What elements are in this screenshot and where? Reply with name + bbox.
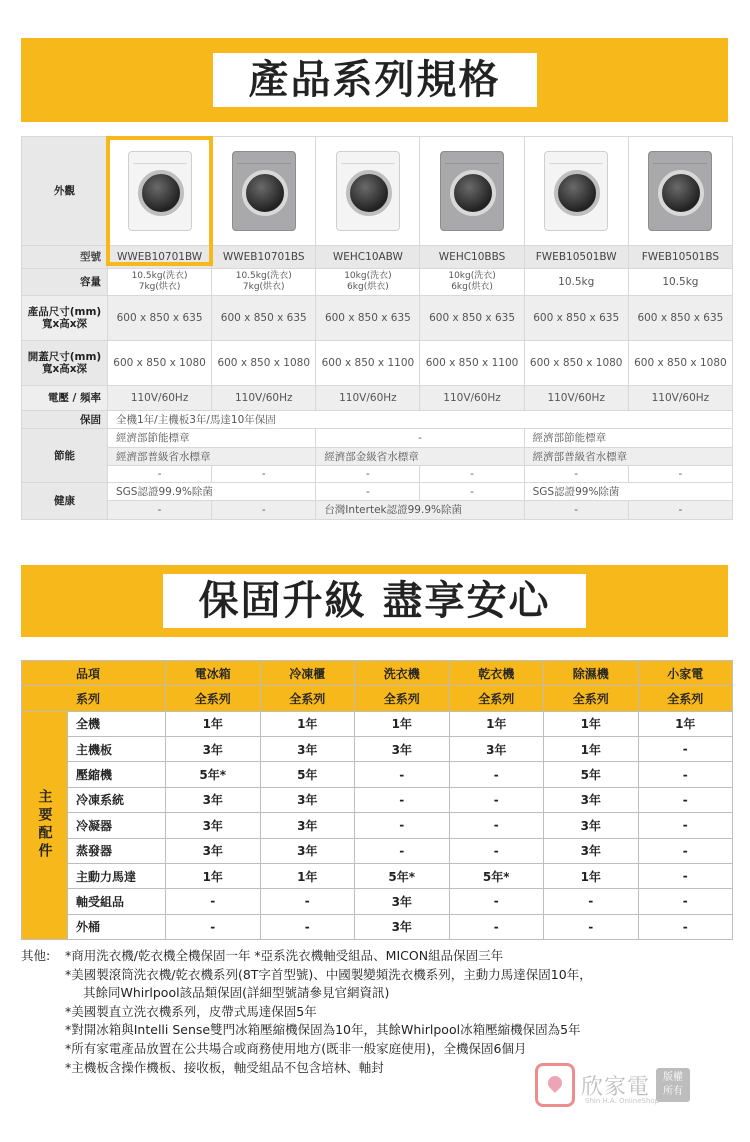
note-text: *主機板含操作機板、接收板，軸受組品不包含培林、軸封 [65, 1059, 384, 1075]
energy-label-cell: 經濟部節能標章 [524, 429, 732, 448]
open-size-cell: 600 x 850 x 1080 [524, 340, 628, 385]
table-row [22, 914, 733, 939]
note-text: *對開冰箱與Intelli Sense雙門冰箱壓縮機保固為10年，其餘Whirlpool冰箱壓縮機保固為5年 [65, 1022, 581, 1038]
value-cell: - [638, 838, 733, 863]
corner-cell [22, 661, 68, 686]
value-cell: - [166, 889, 261, 914]
size-cell: 600 x 850 x 635 [108, 295, 212, 340]
water-label-cell: 經濟部普級省水標章 [524, 447, 732, 466]
table-row [22, 863, 733, 888]
washer-image-4 [420, 137, 524, 246]
value-cell: - [638, 737, 733, 762]
washer-image-5 [524, 137, 628, 246]
size-cell: 600 x 850 x 635 [212, 295, 316, 340]
note-text: *美國製直立洗衣機系列，皮帶式馬達保固5年 [65, 1003, 317, 1019]
value-cell: - [638, 914, 733, 939]
value-cell: - [355, 813, 450, 838]
health-cell: - [108, 501, 212, 520]
health-cell: - [628, 501, 732, 520]
value-cell: - [638, 787, 733, 812]
head-cell: 洗衣機 [355, 661, 450, 686]
table-row [22, 838, 733, 863]
value-cell: 3年 [260, 787, 355, 812]
model-cell: WEHC10ABW [316, 246, 420, 269]
sub-cell: 全系列 [638, 686, 733, 711]
model-cell: WWEB10701BW [108, 246, 212, 269]
head-cell: 除濕機 [544, 661, 639, 686]
note-text: *所有家電產品放置在公共場合或商務使用地方(既非一般家庭使用)，全機保固6個月 [65, 1040, 527, 1056]
row-name: 外桶 [68, 914, 166, 939]
sub-cell: 全系列 [166, 686, 261, 711]
warranty-table [21, 660, 733, 940]
value-cell: 5年* [449, 863, 544, 888]
head-cell: 乾衣機 [449, 661, 544, 686]
sub-cell: 全系列 [355, 686, 450, 711]
value-cell: - [449, 889, 544, 914]
health-row-1 [22, 482, 733, 501]
voltage-cell: 110V/60Hz [524, 386, 628, 411]
value-cell: - [355, 838, 450, 863]
open-size-cell: 600 x 850 x 1080 [108, 340, 212, 385]
value-cell: 3年 [166, 787, 261, 812]
value-cell: 3年 [166, 737, 261, 762]
note-text: *美國製滾筒洗衣機/乾衣機系列(8T字首型號)、中國製變頻洗衣機系列，主動力馬達保固10年， [65, 966, 592, 982]
warranty-sub-row [22, 686, 733, 711]
row-name: 主機板 [68, 737, 166, 762]
size-row [22, 295, 733, 340]
open-size-cell: 600 x 850 x 1100 [420, 340, 524, 385]
value-cell: - [355, 762, 450, 787]
value-cell: - [260, 914, 355, 939]
size-cell: 600 x 850 x 635 [628, 295, 732, 340]
watermark-name: 欣家電 [581, 1074, 651, 1100]
value-cell: - [449, 762, 544, 787]
value-cell: 3年 [260, 813, 355, 838]
value-cell: 1年 [166, 711, 261, 736]
voltage-cell: 110V/60Hz [420, 386, 524, 411]
value-cell: - [638, 762, 733, 787]
health-cell: - [212, 501, 316, 520]
sub-cell: 全系列 [544, 686, 639, 711]
value-cell: - [449, 813, 544, 838]
watermark [535, 1055, 720, 1115]
value-cell: - [544, 889, 639, 914]
value-cell: 1年 [544, 737, 639, 762]
open-size-cell: 600 x 850 x 1100 [316, 340, 420, 385]
table-row [22, 813, 733, 838]
capacity-cell: 10.5kg(洗衣) 7kg(烘衣) [212, 268, 316, 295]
spec-table [21, 136, 733, 520]
value-cell: - [638, 863, 733, 888]
health-row-2 [22, 501, 733, 520]
value-cell: - [449, 914, 544, 939]
value-cell: 5年* [166, 762, 261, 787]
row-name: 壓縮機 [68, 762, 166, 787]
value-cell: 1年 [355, 711, 450, 736]
row-name: 冷凝器 [68, 813, 166, 838]
model-cell: FWEB10501BW [524, 246, 628, 269]
value-cell: - [166, 914, 261, 939]
note-text: *商用洗衣機/乾衣機全機保固一年 *亞系洗衣機軸受組品、MICON組品保固三年 [65, 948, 504, 963]
voltage-cell: 110V/60Hz [316, 386, 420, 411]
open-size-label: 開蓋尺寸(mm) 寬x高x深 [22, 340, 108, 385]
row-name: 軸受組品 [68, 889, 166, 914]
warranty-banner-title: 保固升級 盡享安心 [163, 574, 587, 628]
value-cell: - [638, 813, 733, 838]
notes-prefix: 其他: [21, 948, 51, 963]
warranty-label: 保固 [22, 410, 108, 429]
value-cell: 1年 [638, 711, 733, 736]
warranty-text: 全機1年/主機板3年/馬達10年保固 [108, 410, 733, 429]
sub-cell: 全系列 [260, 686, 355, 711]
value-cell: 1年 [260, 863, 355, 888]
voltage-cell: 110V/60Hz [108, 386, 212, 411]
size-cell: 600 x 850 x 635 [316, 295, 420, 340]
appearance-label: 外觀 [22, 137, 108, 246]
value-cell: 1年 [544, 711, 639, 736]
row-name: 主動力馬達 [68, 863, 166, 888]
voltage-cell: 110V/60Hz [628, 386, 732, 411]
head-cell: 小家電 [638, 661, 733, 686]
shop-logo-icon [535, 1063, 575, 1107]
dash-cell: - [108, 466, 212, 482]
warranty-banner [21, 565, 728, 637]
value-cell: - [449, 787, 544, 812]
water-label-cell: 經濟部金級省水標章 [316, 447, 524, 466]
value-cell: 3年 [166, 838, 261, 863]
dash-cell: - [316, 466, 420, 482]
row-name: 全機 [68, 711, 166, 736]
washer-image-1 [108, 137, 212, 246]
value-cell: 1年 [166, 863, 261, 888]
value-cell: 3年 [166, 813, 261, 838]
health-cell: - [420, 482, 524, 501]
washer-image-3 [316, 137, 420, 246]
voltage-row [22, 386, 733, 411]
capacity-cell: 10kg(洗衣) 6kg(烘衣) [316, 268, 420, 295]
open-size-row [22, 340, 733, 385]
value-cell: 3年 [449, 737, 544, 762]
value-cell: - [355, 787, 450, 812]
table-row [22, 889, 733, 914]
voltage-label: 電壓 / 頻率 [22, 386, 108, 411]
appearance-row [22, 137, 733, 246]
size-label: 產品尺寸(mm) 寬x高x深 [22, 295, 108, 340]
value-cell: - [260, 889, 355, 914]
energy-label-cell: - [316, 429, 524, 448]
table-row [22, 787, 733, 812]
value-cell: 5年* [355, 863, 450, 888]
water-label-cell: 經濟部普級省水標章 [108, 447, 316, 466]
dash-cell: - [212, 466, 316, 482]
head-cell: 冷凍櫃 [260, 661, 355, 686]
health-cell: - [316, 482, 420, 501]
note-line [21, 966, 733, 985]
value-cell: - [544, 914, 639, 939]
row-name: 冷凍系統 [68, 787, 166, 812]
capacity-cell: 10.5kg [524, 268, 628, 295]
sub-cell: 全系列 [449, 686, 544, 711]
note-line [21, 947, 733, 966]
energy-label-cell: 經濟部節能標章 [108, 429, 316, 448]
value-cell: 3年 [355, 889, 450, 914]
watermark-subtitle: Shin H.A. OnlineShop [585, 1097, 660, 1105]
copyright-badge: 版權 所有 [656, 1068, 690, 1102]
washer-image-6 [628, 137, 732, 246]
capacity-cell: 10kg(洗衣) 6kg(烘衣) [420, 268, 524, 295]
capacity-row [22, 268, 733, 295]
washer-image-2 [212, 137, 316, 246]
model-row [22, 246, 733, 269]
model-cell: WEHC10BBS [420, 246, 524, 269]
health-cell: - [524, 501, 628, 520]
value-cell: 3年 [355, 737, 450, 762]
capacity-label: 容量 [22, 268, 108, 295]
value-cell: - [638, 889, 733, 914]
size-cell: 600 x 850 x 635 [524, 295, 628, 340]
energy-label: 節能 [22, 429, 108, 483]
energy-row-1 [22, 429, 733, 448]
head-cell: 電冰箱 [166, 661, 261, 686]
model-cell: FWEB10501BS [628, 246, 732, 269]
spec-banner-title: 產品系列規格 [213, 53, 537, 107]
value-cell: 3年 [260, 737, 355, 762]
value-cell: 3年 [544, 838, 639, 863]
model-label: 型號 [22, 246, 108, 269]
value-cell: 5年 [260, 762, 355, 787]
value-cell: 5年 [544, 762, 639, 787]
value-cell: - [449, 838, 544, 863]
value-cell: 3年 [355, 914, 450, 939]
dash-cell: - [628, 466, 732, 482]
value-cell: 3年 [544, 787, 639, 812]
health-cell: 台灣Intertek認證99.9%除菌 [316, 501, 524, 520]
warranty-head-row [22, 661, 733, 686]
side-label: 主要配件 [22, 711, 68, 939]
health-label: 健康 [22, 482, 108, 519]
value-cell: 1年 [449, 711, 544, 736]
row-name: 蒸發器 [68, 838, 166, 863]
value-cell: 3年 [260, 838, 355, 863]
value-cell: 1年 [260, 711, 355, 736]
sub-cell: 系列 [68, 686, 166, 711]
table-row [22, 762, 733, 787]
health-cell: SGS認證99%除菌 [524, 482, 732, 501]
model-cell: WWEB10701BS [212, 246, 316, 269]
energy-row-2 [22, 447, 733, 466]
table-row [22, 711, 733, 736]
open-size-cell: 600 x 850 x 1080 [212, 340, 316, 385]
dash-cell: - [420, 466, 524, 482]
warranty-row [22, 410, 733, 429]
head-cell: 品項 [68, 661, 166, 686]
open-size-cell: 600 x 850 x 1080 [628, 340, 732, 385]
size-cell: 600 x 850 x 635 [420, 295, 524, 340]
note-line [21, 1021, 733, 1040]
energy-row-3 [22, 466, 733, 482]
value-cell: 1年 [544, 863, 639, 888]
value-cell: 3年 [544, 813, 639, 838]
spec-banner [21, 38, 728, 122]
capacity-cell: 10.5kg [628, 268, 732, 295]
note-text: 其餘同Whirlpool該品類保固(詳細型號請參見官網資訊) [83, 985, 390, 1001]
note-line [21, 1003, 733, 1022]
health-cell: SGS認證99.9%除菌 [108, 482, 316, 501]
dash-cell: - [524, 466, 628, 482]
table-row [22, 737, 733, 762]
voltage-cell: 110V/60Hz [212, 386, 316, 411]
capacity-cell: 10.5kg(洗衣) 7kg(烘衣) [108, 268, 212, 295]
corner-cell [22, 686, 68, 711]
